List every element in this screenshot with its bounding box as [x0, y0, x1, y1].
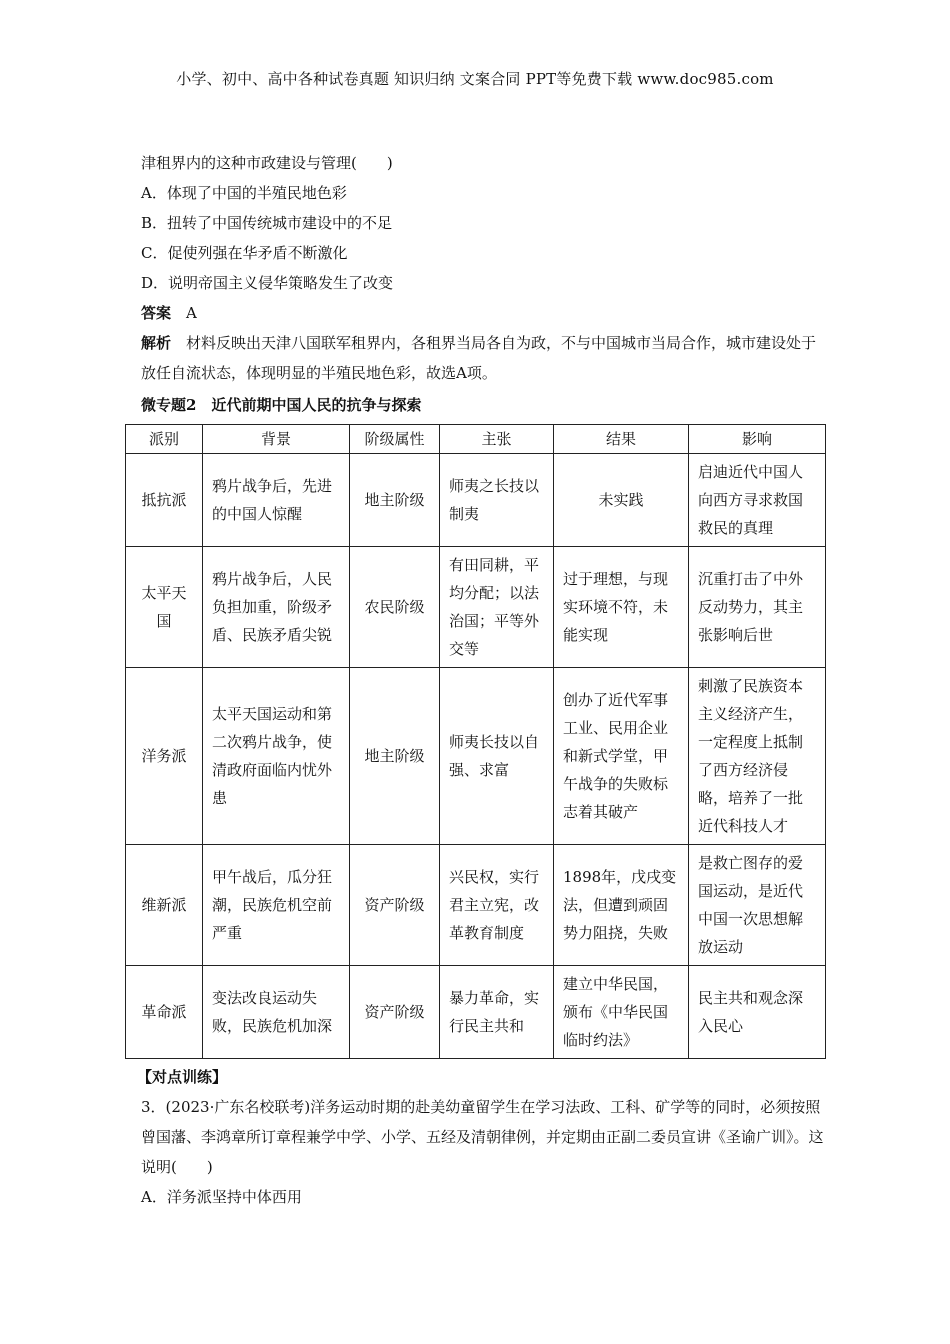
header-class: 阶级属性	[350, 425, 440, 454]
cell-proposal: 有田同耕，平均分配；以法治国；平等外交等	[440, 547, 554, 668]
table-header-row	[126, 425, 826, 454]
answer-label: 答案	[141, 304, 172, 322]
cell-faction: 革命派	[126, 966, 203, 1059]
cell-influence: 是救亡图存的爱国运动，是近代中国一次思想解放运动	[689, 845, 826, 966]
table-row	[126, 454, 826, 547]
cell-background: 鸦片战争后，先进的中国人惊醒	[203, 454, 350, 547]
table-row	[126, 966, 826, 1059]
cell-result: 创办了近代军事工业、民用企业和新式学堂，甲午战争的失败标志着其破产	[554, 668, 689, 845]
training-option-a: A．洋务派坚持中体西用	[141, 1188, 302, 1206]
option-a: A．体现了中国的半殖民地色彩	[141, 184, 347, 202]
option-b: B．扭转了中国传统城市建设中的不足	[141, 214, 393, 232]
cell-influence: 启迪近代中国人向西方寻求救国救民的真理	[689, 454, 826, 547]
cell-class: 地主阶级	[350, 668, 440, 845]
header-faction: 派别	[126, 425, 203, 454]
comparison-table	[125, 424, 826, 1059]
training-question: 3．(2023·广东名校联考)洋务运动时期的赴美幼童留学生在学习法政、工科、矿学等的同时，必须按照曾国藩、李鸿章所订章程兼学中学、小学、五经及清朝律例，并定期由正副二委员宣讲《圣谕广训》。这说明( )	[141, 1098, 824, 1176]
cell-class: 农民阶级	[350, 547, 440, 668]
cell-background: 太平天国运动和第二次鸦片战争，使清政府面临内忧外患	[203, 668, 350, 845]
option-c: C．促使列强在华矛盾不断激化	[141, 244, 348, 262]
question-stem: 津租界内的这种市政建设与管理( )	[141, 154, 393, 172]
cell-background: 甲午战后，瓜分狂潮，民族危机空前严重	[203, 845, 350, 966]
cell-result: 过于理想，与现实环境不符，未能实现	[554, 547, 689, 668]
cell-influence: 刺激了民族资本主义经济产生，一定程度上抵制了西方经济侵略，培养了一批近代科技人才	[689, 668, 826, 845]
option-d: D．说明帝国主义侵华策略发生了改变	[141, 274, 394, 292]
header-influence: 影响	[689, 425, 826, 454]
header-background: 背景	[203, 425, 350, 454]
question-block	[141, 148, 831, 420]
analysis	[141, 328, 831, 388]
cell-faction: 抵抗派	[126, 454, 203, 547]
answer-value: A	[186, 304, 197, 322]
cell-background: 变法改良运动失败，民族危机加深	[203, 966, 350, 1059]
cell-proposal: 兴民权，实行君主立宪，改革教育制度	[440, 845, 554, 966]
cell-result: 未实践	[554, 454, 689, 547]
page-header: 小学、初中、高中各种试卷真题 知识归纳 文案合同 PPT等免费下载 www.doc985.com	[176, 70, 774, 88]
training-block	[137, 1062, 831, 1212]
training-title: 【对点训练】	[137, 1068, 228, 1086]
table-row	[126, 547, 826, 668]
cell-faction: 洋务派	[126, 668, 203, 845]
answer-line	[141, 298, 831, 328]
cell-result: 1898年，戊戌变法，但遭到顽固势力阻挠，失败	[554, 845, 689, 966]
table-row	[126, 668, 826, 845]
analysis-label: 解析	[141, 334, 172, 352]
cell-class: 资产阶级	[350, 845, 440, 966]
cell-class: 地主阶级	[350, 454, 440, 547]
cell-background: 鸦片战争后，人民负担加重，阶级矛盾、民族矛盾尖锐	[203, 547, 350, 668]
cell-faction: 维新派	[126, 845, 203, 966]
cell-influence: 民主共和观念深入民心	[689, 966, 826, 1059]
header-result: 结果	[554, 425, 689, 454]
cell-proposal: 师夷长技以自强、求富	[440, 668, 554, 845]
cell-proposal: 暴力革命，实行民主共和	[440, 966, 554, 1059]
cell-result: 建立中华民国，颁布《中华民国临时约法》	[554, 966, 689, 1059]
cell-influence: 沉重打击了中外反动势力，其主张影响后世	[689, 547, 826, 668]
table-row	[126, 845, 826, 966]
header-proposal: 主张	[440, 425, 554, 454]
cell-faction: 太平天国	[126, 547, 203, 668]
analysis-text: 材料反映出天津八国联军租界内，各租界当局各自为政，不与中国城市当局合作，城市建设处于放任自流状态，体现明显的半殖民地色彩，故选A项。	[141, 334, 817, 382]
section-title: 微专题2 近代前期中国人民的抗争与探索	[141, 396, 422, 414]
cell-proposal: 师夷之长技以制夷	[440, 454, 554, 547]
cell-class: 资产阶级	[350, 966, 440, 1059]
